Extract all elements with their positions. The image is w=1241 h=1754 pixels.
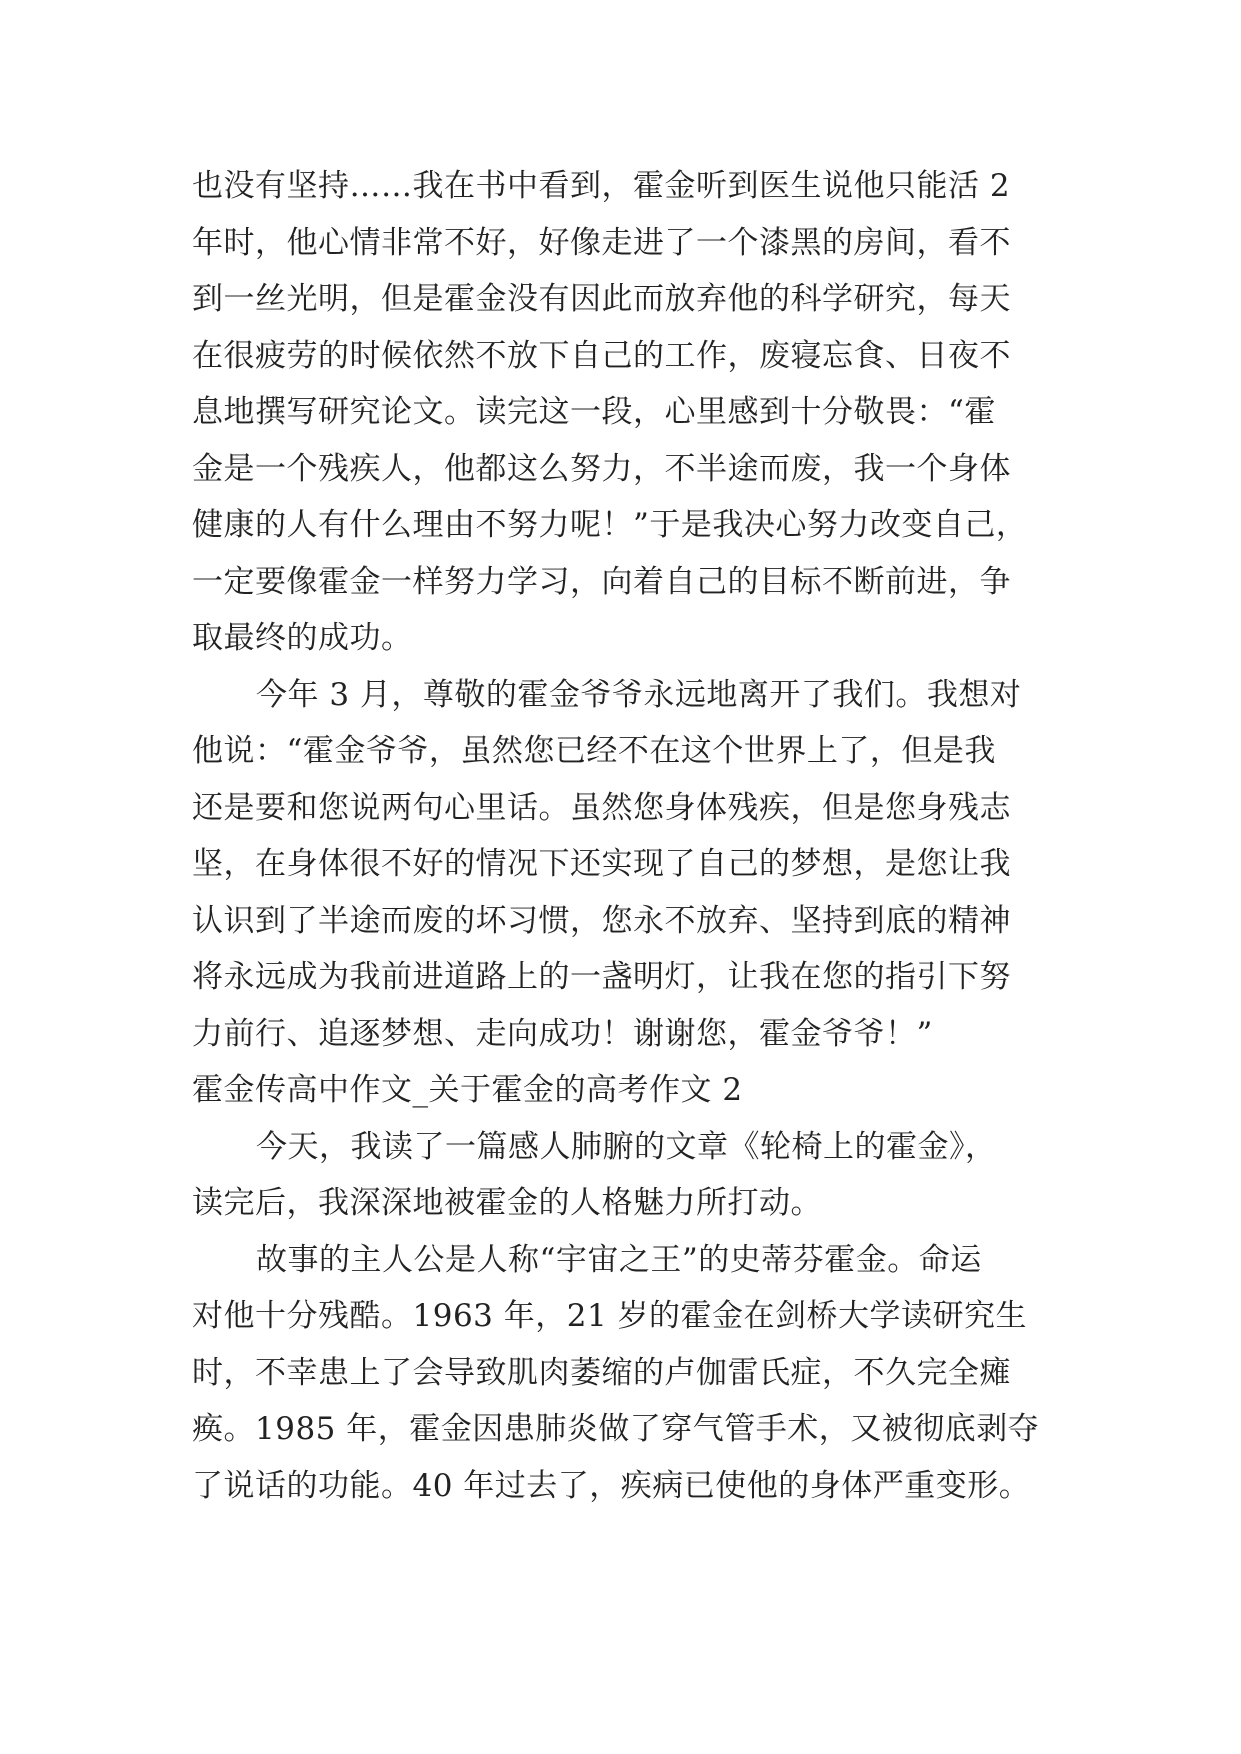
text-line: 到一丝光明，但是霍金没有因此而放弃他的科学研究，每天	[192, 281, 1011, 317]
text-line: 读完后，我深深地被霍金的人格魅力所打动。	[192, 1185, 822, 1221]
text-line: 金是一个残疾人，他都这么努力，不半途而废，我一个身体	[192, 450, 1011, 487]
document-body	[192, 158, 1072, 1514]
text-line: 在很疲劳的时候依然不放下自己的工作，废寝忘食、日夜不	[192, 337, 1011, 374]
text-line: 息地撰写研究论文。读完这一段，心里感到十分敬畏：“霍	[192, 394, 996, 430]
text-line: 痪。1985 年，霍金因患肺炎做了穿气管手术，又被彻底剥夺	[192, 1411, 1040, 1447]
text-line: 一定要像霍金一样努力学习，向着自己的目标不断前进，争	[192, 563, 1011, 600]
text-line: 霍金传高中作文_关于霍金的高考作文 2	[192, 1072, 743, 1108]
text-line: 力前行、追逐梦想、走向成功！谢谢您，霍金爷爷！”	[192, 1015, 933, 1052]
text-line: 坚，在身体很不好的情况下还实现了自己的梦想，是您让我	[192, 846, 1011, 882]
text-line: 还是要和您说两句心里话。虽然您身体残疾，但是您身残志	[192, 789, 1011, 826]
text-line: 时，不幸患上了会导致肌肉萎缩的卢伽雷氏症，不久完全瘫	[192, 1354, 1011, 1391]
text-line: 今天，我读了一篇感人肺腑的文章《轮椅上的霍金》，	[256, 1128, 997, 1165]
text-line: 取最终的成功。	[192, 620, 413, 656]
text-line: 对他十分残酷。1963 年，21 岁的霍金在剑桥大学读研究生	[192, 1298, 1028, 1334]
text-line: 他说：“霍金爷爷，虽然您已经不在这个世界上了，但是我	[192, 733, 996, 769]
text-line: 了说话的功能。40 年过去了，疾病已使他的身体严重变形。	[192, 1467, 1031, 1504]
text-line: 也没有坚持……我在书中看到，霍金听到医生说他只能活 2	[192, 168, 1011, 204]
text-line: 健康的人有什么理由不努力呢！”于是我决心努力改变自己，	[192, 507, 1028, 543]
text-line: 今年 3 月，尊敬的霍金爷爷永远地离开了我们。我想对	[256, 676, 1022, 713]
text-line: 认识到了半途而废的坏习惯，您永不放弃、坚持到底的精神	[192, 902, 1011, 939]
text-line: 将永远成为我前进道路上的一盏明灯，让我在您的指引下努	[192, 959, 1011, 995]
text-line: 年时，他心情非常不好，好像走进了一个漆黑的房间，看不	[192, 224, 1011, 261]
text-line: 故事的主人公是人称“宇宙之王”的史蒂芬霍金。命运	[256, 1241, 982, 1278]
